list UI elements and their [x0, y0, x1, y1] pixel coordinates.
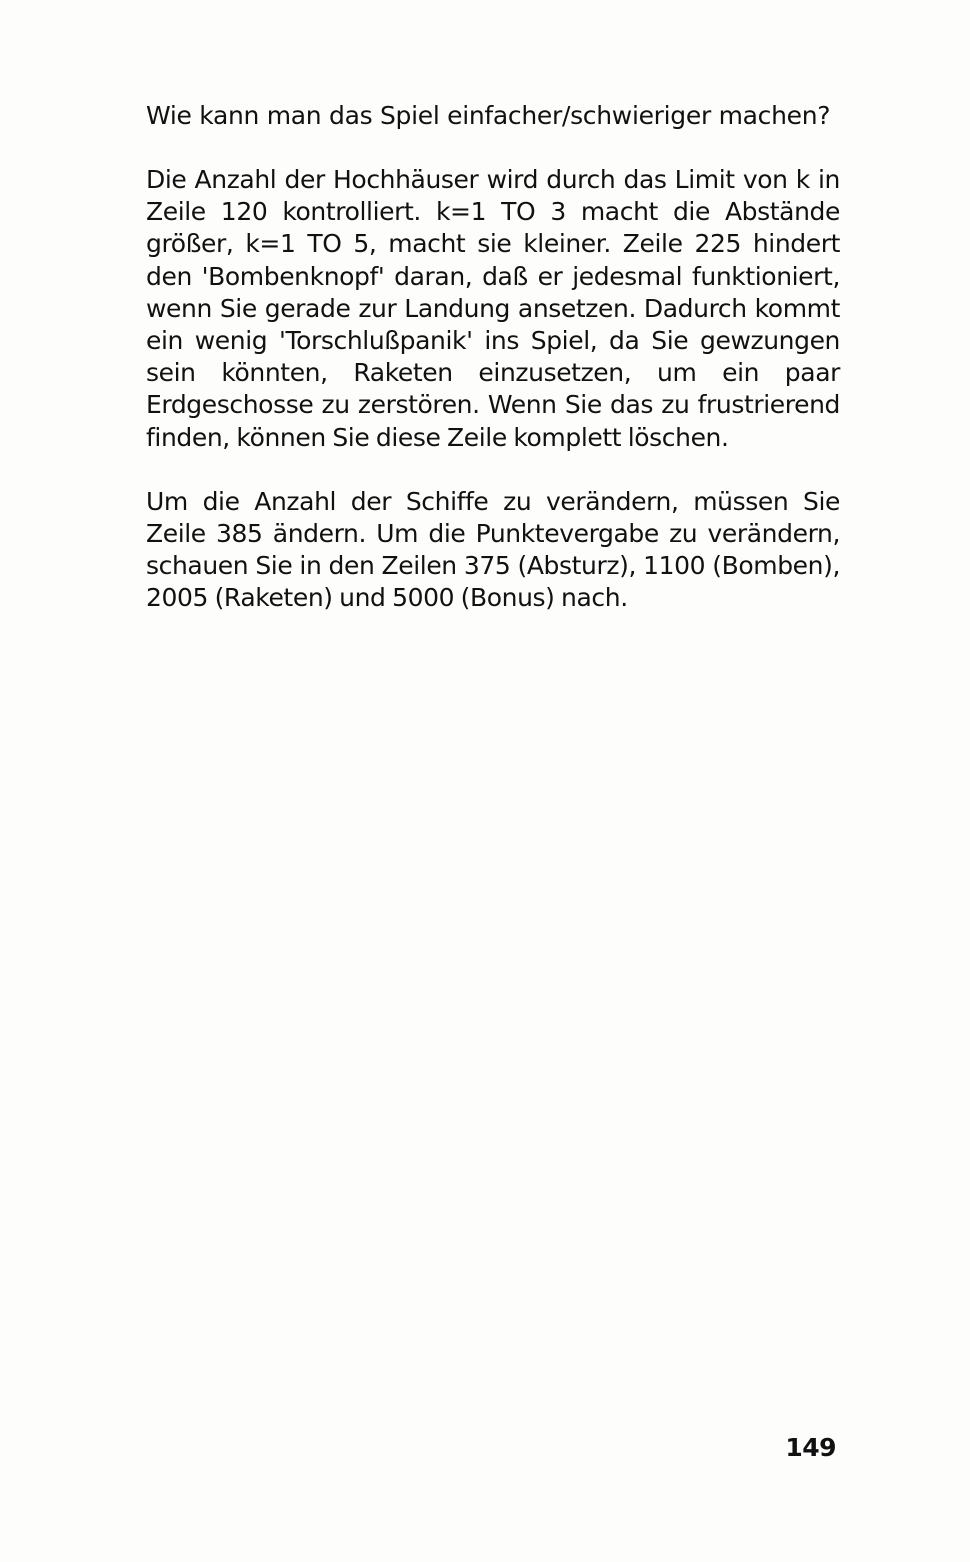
page-number: 149 [785, 1433, 836, 1462]
text-block [146, 100, 840, 615]
paragraph-schiffe: Um die Anzahl der Schiffe zu verändern, müssen Sie Zeile 385 ändern. Um die Punktevergabe zu verändern, schauen Sie in den Zeilen 375 (Absturz), 1100 (Bomben), 2005 (Raketen) und 5000 (Bonus) nach. [146, 486, 840, 613]
paragraph-hochhaeuser: Die Anzahl der Hochhäuser wird durch das Limit von k in Zeile 120 kontrolliert. k=1 TO 3 macht die Abstände größer, k=1 TO 5, macht sie kleiner. Zeile 225 hindert den 'Bombenknopf' daran, daß er jedesmal funktioniert, wenn Sie gerade zur Landung ansetzen. Dadurch kommt ein wenig 'Torschlußpanik' ins Spiel, da Sie gewzungen sein könnten, Raketen einzusetzen, um ein paar Erdgeschosse zu zerstören. Wenn Sie das zu frustrierend finden, können Sie diese Zeile komplett löschen. [146, 165, 840, 452]
section-heading: Wie kann man das Spiel einfacher/schwieriger machen? [146, 101, 831, 130]
